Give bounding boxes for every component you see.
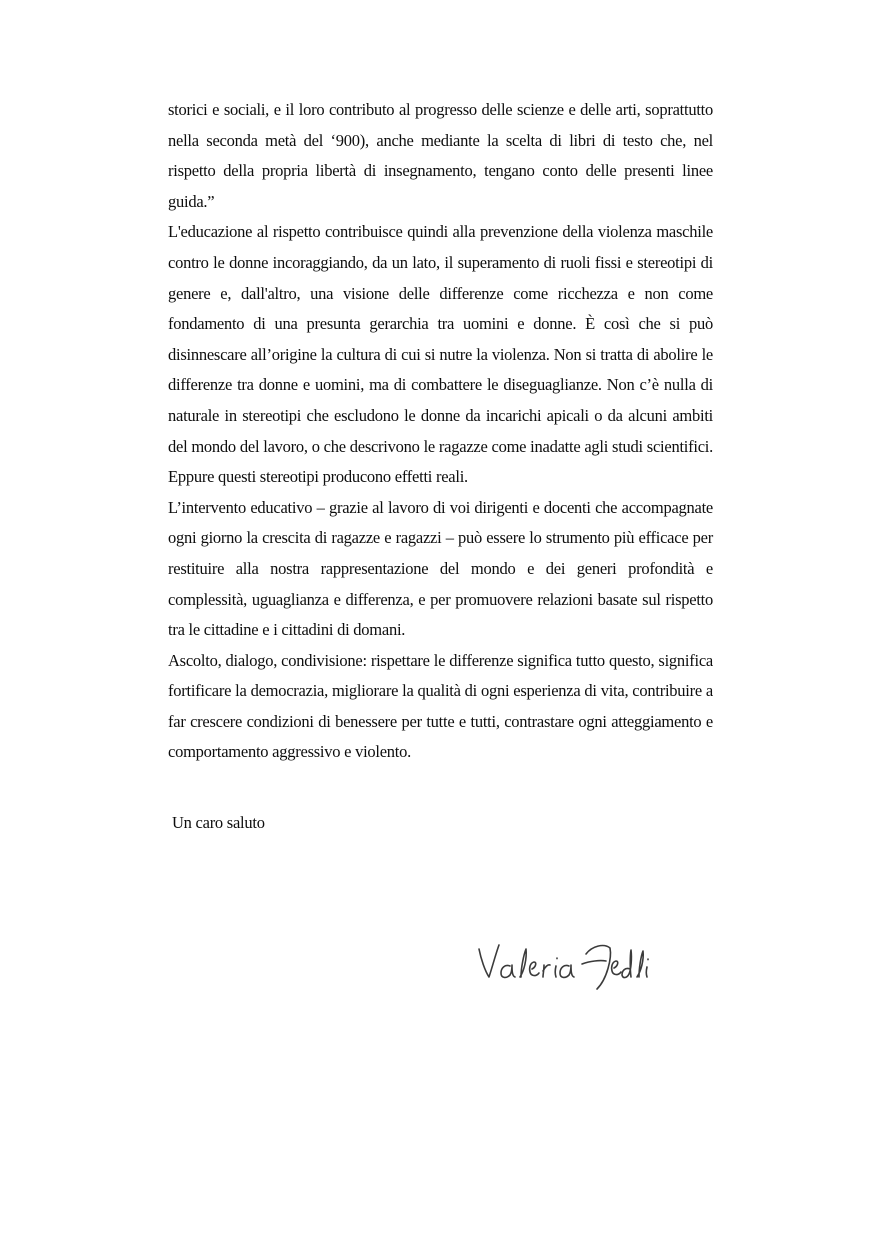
paragraph-ascolto-dialogo: Ascolto, dialogo, condivisione: rispettare le differenze significa tutto questo, significa fortificare la democrazia, migliorare la qualità di ogni esperienza di vita, contribuire a far crescere condizioni di benessere per tutte e tutti, contrastare ogni atteggiamento e comportamento aggressivo e violento. [168,650,713,762]
handwritten-signature [474,934,652,998]
closing-salutation: Un caro saluto [172,813,265,833]
paragraph-intervento-educativo: L’intervento educativo – grazie al lavoro di voi dirigenti e docenti che accompagnate ogni giorno la crescita di ragazze e ragazzi – può essere lo strumento più efficace per restituire alla nostra rappresentazione del mondo e dei generi profondità e complessità, uguaglianza e differenza, e per promuovere relazioni basate sul rispetto tra le cittadine e i cittadini di domani. [168,497,713,640]
letter-body [168,95,713,839]
signature-handwriting-icon [474,934,652,998]
paragraph-quote-continuation: storici e sociali, e il loro contributo al progresso delle scienze e delle arti, soprattutto nella seconda metà del ‘900), anche mediante la scelta di libri di testo che, nel rispetto della propria libertà di insegnamento, tengano conto delle presenti linee guida.” [168,100,713,211]
paragraph-educazione-al-rispetto: L'educazione al rispetto contribuisce quindi alla prevenzione della violenza maschile contro le donne incoraggiando, da un lato, il superamento di ruoli fissi e stereotipi di genere e, dall'altro, una visione delle differenze come ricchezza e non come fondamento di una presunta gerarchia tra uomini e donne. È così che si può disinnescare all’origine la cultura di cui si nutre la violenza. Non si tratta di abolire le differenze tra donne e uomini, ma di combattere le diseguaglianze. Non c’è nulla di naturale in stereotipi che escludono le donne da incarichi apicali o da alcuni ambiti del mondo del lavoro, o che descrivono le ragazze come inadatte agli studi scientifici. Eppure questi stereotipi producono effetti reali. [168,222,713,487]
